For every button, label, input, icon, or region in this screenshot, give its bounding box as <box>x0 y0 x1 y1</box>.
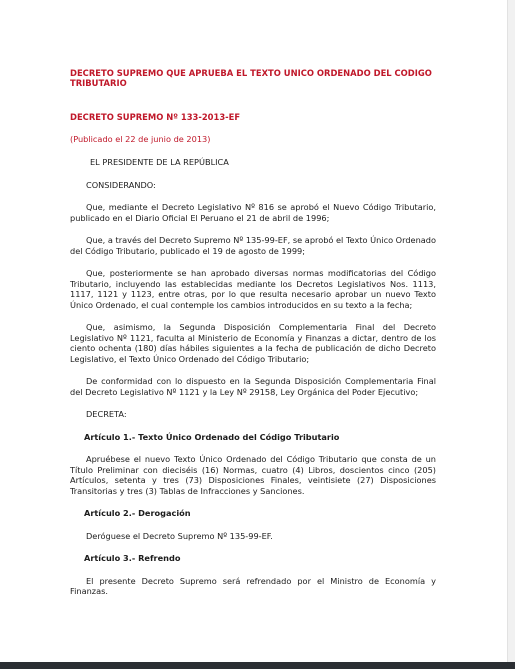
publication-date: (Publicado el 22 de junio de 2013) <box>70 133 211 144</box>
bottom-toolbar-strip <box>0 662 515 669</box>
article-3-text: El presente Decreto Supremo será refrendado por el Ministro de Economía y Finanzas. <box>70 575 436 596</box>
considering-heading: CONSIDERANDO: <box>86 179 156 190</box>
paragraph-2: Que, a través del Decreto Supremo Nº 135-99-EF, se aprobó el Texto Único Ordenado del Código Tributario, publicado el 19 de agosto de 1999; <box>70 235 436 256</box>
document-body <box>70 68 436 609</box>
article-1-title: Artículo 1.- Texto Único Ordenado del Código Tributario <box>84 431 340 442</box>
vertical-scrollbar[interactable] <box>507 0 515 662</box>
article-2-text: Deróguese el Decreto Supremo Nº 135-99-EF. <box>86 530 273 541</box>
president-line: EL PRESIDENTE DE LA REPÚBLICA <box>90 157 229 167</box>
decree-number: DECRETO SUPREMO Nº 133-2013-EF <box>70 112 241 122</box>
paragraph-1: Que, mediante el Decreto Legislativo Nº 816 se aprobó el Nuevo Código Tributario, publicado en el Diario Oficial El Peruano el 21 de abril de 1996; <box>70 202 436 223</box>
paragraph-3: Que, posteriormente se han aprobado diversas normas modificatorias del Código Tributario, incluyendo las establecidas mediante los Decretos Legislativos Nos. 1113, 1117, 1121 y 1123, entre otras, por lo que resulta necesario aprobar un nuevo Texto Único Ordenado, el cual contemple los cambios introducidos en su texto a la fecha; <box>70 268 436 310</box>
article-1-text: Apruébese el nuevo Texto Único Ordenado del Código Tributario que consta de un Título Preliminar con dieciséis (16) Normas, cuatro (4) Libros, doscientos cinco (205) Artículos, setenta y tres (73) Disposiciones Finales, veintisiete (27) Disposiciones Transitorias y tres (3) Tablas de Infracciones y Sanciones. <box>70 454 436 496</box>
paragraph-4: Que, asimismo, la Segunda Disposición Complementaria Final del Decreto Legislativo Nº 1121, faculta al Ministerio de Economía y Finanzas a dictar, dentro de los ciento ochenta (180) días hábiles siguientes a la fecha de publicación de dicho Decreto Legislativo, el Texto Único Ordenado del Código Tributario; <box>70 322 436 364</box>
article-3-title: Artículo 3.- Refrendo <box>84 553 181 563</box>
paragraph-5: De conformidad con lo dispuesto en la Segunda Disposición Complementaria Final del Decreto Legislativo Nº 1121 y la Ley Nº 29158, Ley Orgánica del Poder Ejecutivo; <box>70 376 436 397</box>
document-title: DECRETO SUPREMO QUE APRUEBA EL TEXTO UNICO ORDENADO DEL CODIGO TRIBUTARIO <box>70 68 432 88</box>
decreta-heading: DECRETA: <box>86 409 127 419</box>
article-2-title: Artículo 2.- Derogación <box>84 508 191 518</box>
